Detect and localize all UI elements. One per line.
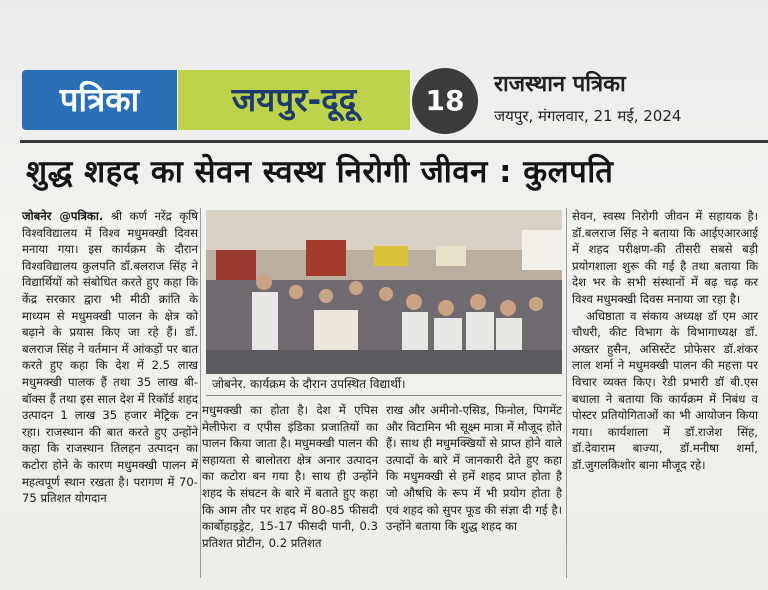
caption-divider [206,395,562,396]
source-dateline: जोबनेर @पत्रिका. [22,209,104,223]
column-divider [200,208,201,578]
page-number-badge: 18 [412,68,478,134]
event-photo [206,210,562,374]
article-headline: शुद्ध शहद का सेवन स्वस्थ निरोगी जीवन : कुलपति [26,154,614,190]
photo-image [206,210,562,374]
article-column-4 [572,208,758,474]
article-column-1 [22,208,198,507]
article-column-2: मधुमक्खी का होता है। देश में एपिस मेलीफेरा व एपीस इंडिका प्रजातियों का पालन किया जाता है। मधुमक्खी पालन की सहायता से बालोतरा क्षेत्र अनार उत्पादन का कटोरा बन गया है। साथ ही उन्होंने शहद के संघटन के बारे में बताते हुए कहा कि आम तौर पर शहद में 80-85 फीसदी कार्बोहाइड्रेट, 15-17 फीसदी पानी, 0.3 प्रतिशत प्रोटीन, 0.2 प्रतिशत [202,403,378,550]
masthead [22,66,767,136]
column-1-text: श्री कर्ण नरेंद्र कृषि विश्वविद्यालय में विश्व मधुमक्खी दिवस मनाया गया। इस कार्यक्रम के दौरान विश्वविद्यालय कुलपति डॉ.बलराज सिंह ने विद्यार्थियों को संबोधित करते हुए कहा कि केंद्र सरकार द्वारा भी मीठी क्रांति के माध्यम से मधुमक्खी पालन के क्षेत्र को बढ़ाने के प्रयास किए जा रहे हैं। डॉ. बलराज सिंह ने वर्तमान में आंकड़ों पर बात करते हुए कहा कि देश में 2.5 लाख मधुमक्खी पालक हैं तथा 35 लाख बी-बॉक्स हैं तथा इस साल देश में रिकॉर्ड शहद उत्पादन 1 लाख 35 हजार मेट्रिक टन रहा। राजस्थान की बात करते हुए उन्होंने कहा कि राजस्थान तिलहन उत्पादन का कटोरा होने के कारण मधुमक्खी पालन में महत्वपूर्ण स्थान रखता है। परागण में 70-75 प्रतिशत योगदान [22,209,199,506]
column-4-paragraph-1: सेवन, स्वस्थ निरोगी जीवन में सहायक है। डॉ.बलराज सिंह ने बताया कि आईएआरआई में शहद परीक्षण-की तीसरी सबसे बड़ी प्रयोगशाला शुरू की गई है तथा बताया कि देश भर के सभी संस्थानों में बढ़ चढ़ कर विश्व मधुमक्खी दिवस मनाया जा रहा है। [572,209,758,306]
edition-label: जयपुर-दूदू [178,70,410,130]
masthead-divider [20,140,768,143]
article-column-3: राख और अमीनो-एसिड, फिनोल, पिगमेंट और विटामिन भी सूक्ष्म मात्रा में मौजूद होते हैं। साथ ही मधुमक्खियों से प्राप्त होने वाले उत्पादों के बारे में जानकारी देते हुए कहा कि मधुमक्खी से हमें शहद प्राप्त होता है जो औषधि के रूप में भी प्रयोग होता है एवं शहद को सुपर फूड की संज्ञा दी गई है। उन्होंने बताया कि शुद्ध शहद का [386,403,562,534]
paper-name: राजस्थान पत्रिका [494,72,626,97]
column-4-paragraph-2: अधिष्ठाता व संकाय अध्यक्ष डॉ एम आर चौधरी, कीट विभाग के विभागाध्यक्ष डॉ. अख्तर हुसैन, असिस्टेंट प्रोफेसर डॉ.शंकर लाल शर्मा ने मधुमक्खी पालन की महत्ता पर विचार व्यक्त किए। रेडी प्रभारी डॉ बी.एस बधाला ने बताया कि कार्यक्रम में निबंध व पोस्टर प्रतियोगिताओं का भी आयोजन किया गया। कार्यशाला में डॉ.राजेश सिंह, डॉ.देवाराम बाज्या, डॉ.मनीषा शर्मा, डॉ.जुगलकिशोर बाना मौजूद रहे। [572,308,758,472]
column-divider [566,208,567,578]
publication-dateline: जयपुर, मंगलवार, 21 मई, 2024 [494,107,682,125]
brand-logo: पत्रिका [22,70,177,130]
photo-caption: जोबनेर. कार्यक्रम के दौरान उपस्थित विद्यार्थी। [212,377,406,391]
